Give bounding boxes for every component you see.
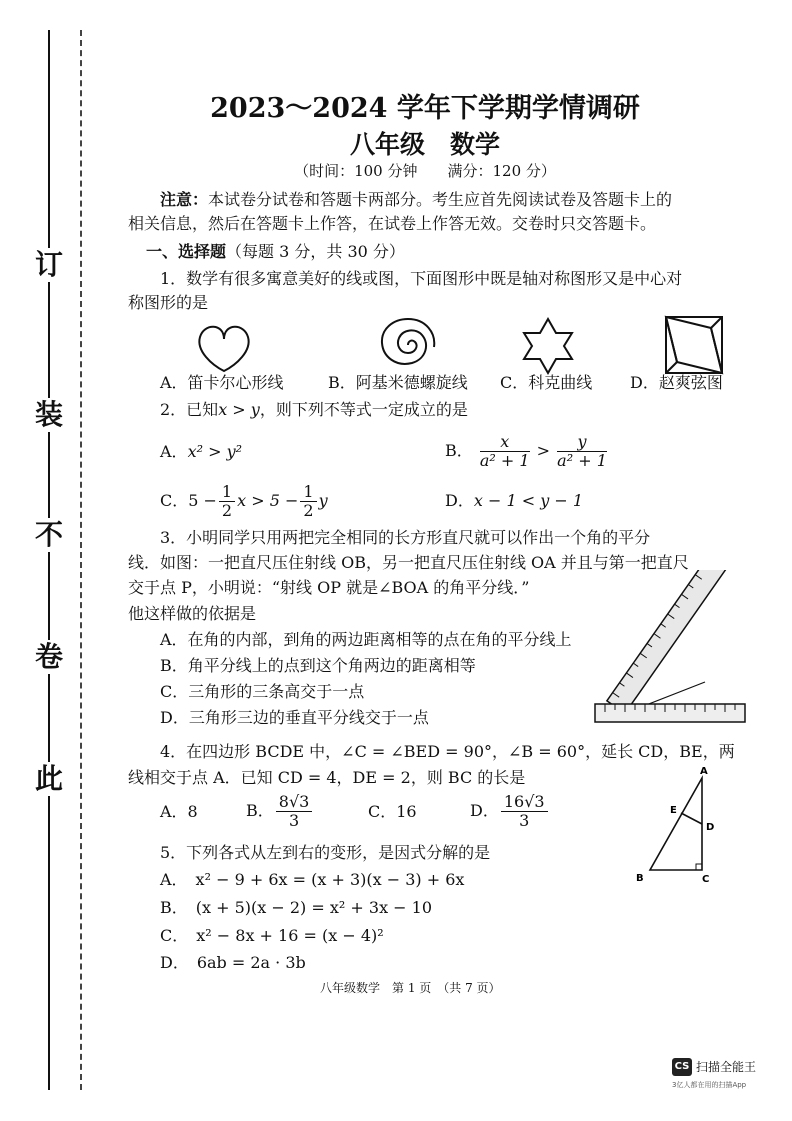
q3-option-d: D．三角形三边的垂直平分线交于一点	[160, 708, 429, 727]
page-footer: 八年级数学 第 1 页 （共 7 页）	[320, 981, 501, 995]
q2-c-frac1	[219, 483, 235, 520]
scanner-tagline: 3亿人都在用的扫描App	[672, 1081, 747, 1089]
q4-option-c: C．16	[368, 802, 417, 821]
q5-option-a: A． x² − 9 + 6x = (x + 3)(x − 3) + 6x	[160, 870, 465, 889]
q1-option-d: D．赵爽弦图	[630, 373, 723, 392]
q2-c-num2: 1	[300, 483, 316, 502]
q2-a-expr: x² > y²	[187, 442, 243, 461]
binding-char-ci: 此	[34, 762, 63, 795]
q4-option-a: A．8	[160, 802, 198, 821]
q2-b-num1: x	[480, 433, 530, 452]
q5-stem: 5．下列各式从左到右的变形，是因式分解的是	[160, 843, 491, 862]
spiral-figure	[382, 319, 434, 364]
q4-option-d	[470, 788, 550, 834]
cut-line-dashed	[80, 30, 82, 1090]
scanner-app-name: 扫描全能王	[696, 1060, 757, 1074]
q3-stem-line1: 3．小明同学只用两把完全相同的长方形直尺就可以作出一个角的平分	[160, 528, 651, 547]
q3-option-a: A．在角的内部，到角的两边距离相等的点在角的平分线上	[160, 630, 572, 649]
q2-stem	[160, 400, 468, 420]
q2-c-label: C．	[160, 491, 189, 510]
q3-stem-line3: 交于点 P，小明说：“射线 OP 就是∠BOA 的角平分线．”	[128, 578, 530, 597]
q4-d-num: 16√3	[501, 793, 548, 812]
q4-b-den: 3	[288, 811, 300, 830]
segment-ed	[681, 813, 702, 824]
q2-option-d	[445, 491, 583, 511]
q2-option-c	[160, 478, 328, 524]
q2-stem-a: 2．已知	[160, 400, 219, 419]
q4-stem-line2: 线相交于点 A．已知 CD = 4，DE = 2，则 BC 的长是	[128, 768, 526, 787]
notice-label: 注意：	[160, 190, 209, 209]
q3-stem-line4: 他这样做的依据是	[128, 604, 257, 623]
right-angle-c	[696, 864, 702, 870]
q2-b-den2: a² + 1	[557, 451, 607, 470]
q5-option-d: D． 6ab = 2a · 3b	[160, 953, 306, 972]
q3-option-b: B．角平分线上的点到这个角两边的距离相等	[160, 656, 476, 675]
q4-stem-line1: 4．在四边形 BCDE 中，∠C = ∠BED = 90°，∠B = 60°，延长 CD，BE，两	[160, 742, 735, 761]
label-a: A	[700, 766, 708, 777]
q4-d-label: D．	[470, 801, 499, 820]
exam-meta: （时间：100 分钟 满分：120 分）	[294, 162, 556, 180]
q2-c-frac2	[300, 483, 316, 520]
q2-b-op: >	[536, 441, 551, 460]
q5-option-c: C． x² − 8x + 16 = (x − 4)²	[160, 926, 384, 945]
binding-line	[48, 30, 50, 1090]
q2-b-label: B．	[445, 441, 473, 460]
q3-ruler-figure	[590, 570, 750, 730]
q2-stem-b: ，则下列不等式一定成立的是	[259, 400, 468, 419]
section-heading	[146, 242, 405, 262]
q2-d-expr: x − 1 < y − 1	[473, 491, 583, 510]
zhao-shuang-figure	[666, 317, 722, 373]
q2-d-label: D．	[445, 491, 474, 510]
q1-option-c: C．科克曲线	[500, 373, 593, 392]
binding-char-zhuang: 装	[34, 398, 63, 431]
section-title: 一、选择题	[146, 242, 227, 261]
q2-option-b	[445, 428, 609, 474]
cardioid-figure	[199, 327, 248, 371]
q3-option-c: C．三角形的三条高交于一点	[160, 682, 365, 701]
q3-stem-line2: 线．如图：一把直尺压住射线 OB，另一把直尺压住射线 OA 并且与第一把直尺	[128, 553, 689, 572]
q1-option-b: B．阿基米德螺旋线	[328, 373, 468, 392]
label-e: E	[670, 805, 677, 816]
q2-c-den2: 2	[303, 501, 314, 520]
scanner-logo-icon: CS	[672, 1058, 692, 1076]
q2-option-a	[160, 442, 242, 462]
q1-option-a: A．笛卡尔心形线	[160, 373, 284, 392]
q2-c-part-b: x > 5 −	[237, 491, 299, 510]
binding-char-ding: 订	[34, 248, 63, 281]
horizontal-ruler	[595, 704, 745, 722]
label-d: D	[706, 822, 715, 833]
q4-b-num: 8√3	[276, 793, 313, 812]
q4-b-frac	[276, 793, 313, 830]
notice-line1	[160, 190, 672, 210]
q2-a-label: A．	[160, 442, 188, 461]
koch-star-figure	[524, 319, 572, 373]
notice-text1: 本试卷分试卷和答题卡两部分。考生应首先阅读试卷及答题卡上的	[208, 190, 673, 209]
slanted-ruler	[607, 570, 734, 713]
exam-title: 2023～2024 学年下学期学情调研	[210, 93, 640, 124]
q1-stem-line2: 称图形的是	[128, 293, 209, 312]
q2-b-den1: a² + 1	[479, 451, 530, 470]
triangle-abc	[650, 778, 702, 870]
q4-d-den: 3	[519, 811, 530, 830]
q4-d-frac	[501, 793, 548, 830]
q2-b-frac1	[480, 433, 530, 470]
label-b: B	[636, 873, 644, 884]
q2-c-den1: 2	[221, 501, 233, 520]
q4-b-label: B．	[246, 801, 274, 820]
q4-triangle-figure	[630, 760, 730, 885]
q2-c-part-c: y	[318, 491, 328, 510]
q5-option-b: B． (x + 5)(x − 2) = x² + 3x − 10	[160, 898, 433, 917]
label-c: C	[702, 874, 710, 885]
binding-char-juan: 卷	[34, 640, 63, 673]
q4-option-b	[246, 788, 314, 834]
q2-condition: x > y	[218, 400, 260, 419]
exam-subtitle: 八年级 数学	[349, 130, 500, 159]
section-note: （每题 3 分，共 30 分）	[226, 242, 405, 261]
q2-b-num2: y	[557, 433, 607, 452]
notice-line2: 相关信息，然后在答题卡上作答，在试卷上作答无效。交卷时只交答题卡。	[128, 214, 657, 233]
q2-c-num1: 1	[219, 483, 235, 502]
q2-c-part-a: 5 −	[188, 491, 217, 510]
q2-b-frac2	[557, 433, 607, 470]
q1-stem-line1: 1．数学有很多寓意美好的线或图，下面图形中既是轴对称图形又是中心对	[160, 269, 683, 288]
q1-figures	[190, 315, 750, 375]
binding-char-bu: 不	[34, 518, 63, 551]
